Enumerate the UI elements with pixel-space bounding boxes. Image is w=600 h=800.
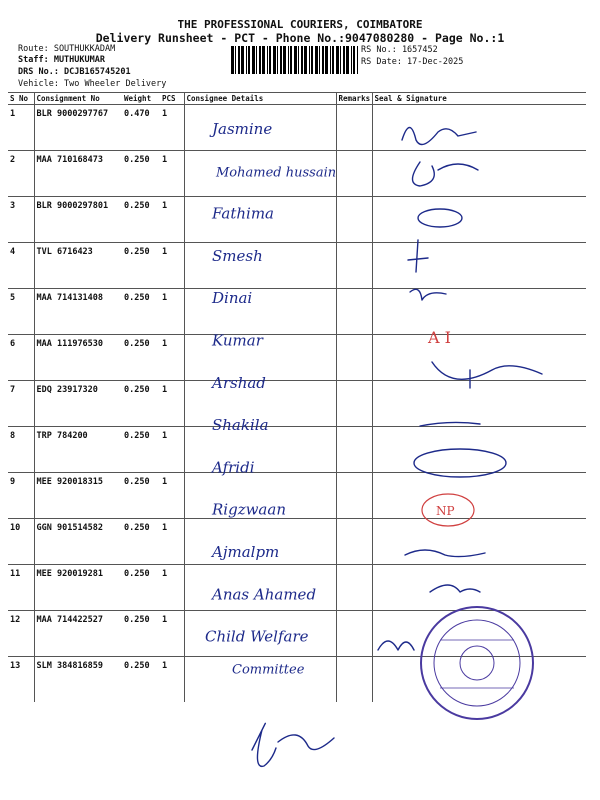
consignee-cell (184, 197, 336, 243)
barcode-bar (259, 46, 261, 74)
barcode-bar (273, 46, 276, 74)
barcode-bar (332, 46, 334, 74)
barcode-bar (319, 46, 320, 74)
signature-cell (372, 105, 586, 151)
consignee-cell (184, 565, 336, 611)
barcode-bar (262, 46, 265, 74)
table-row (8, 105, 586, 151)
remarks-cell (336, 335, 372, 381)
barcode-bar (277, 46, 278, 74)
table-row (8, 335, 586, 381)
sno-cell: 9 (8, 473, 34, 519)
sno-cell: 5 (8, 289, 34, 335)
pcs-cell: 1 (160, 427, 184, 473)
signature-cell (372, 289, 586, 335)
pcs-cell: 1 (160, 657, 184, 703)
consignment-cell: BLR 9000297767 (34, 105, 122, 151)
company-name: THE PROFESSIONAL COURIERS, COIMBATORE (177, 18, 423, 31)
remarks-cell (336, 473, 372, 519)
barcode-bar (238, 46, 240, 74)
table-row (8, 197, 586, 243)
runsheet-title: Delivery Runsheet - PCT - Phone No.:9047080280 - Page No.:1 (95, 31, 505, 45)
remarks-cell (336, 519, 372, 565)
barcode (231, 46, 358, 74)
barcode-bar (241, 46, 244, 74)
sno-cell: 6 (8, 335, 34, 381)
staff-signature (252, 723, 334, 766)
table-row (8, 289, 586, 335)
runsheet-table (8, 92, 586, 702)
consignment-cell: MAA 710168473 (34, 151, 122, 197)
remarks-cell (336, 427, 372, 473)
signature-cell (372, 427, 586, 473)
pcs-cell: 1 (160, 611, 184, 657)
consignee-cell (184, 473, 336, 519)
signature-10-text: NP (436, 504, 455, 518)
weight-cell: 0.470 (122, 105, 160, 151)
consignee-handwritten-name: Mohamed hussain (216, 165, 337, 181)
pcs-cell: 1 (160, 243, 184, 289)
pcs-cell: 1 (160, 519, 184, 565)
pcs-cell: 1 (160, 381, 184, 427)
pcs-cell: 1 (160, 335, 184, 381)
table-row (8, 611, 586, 657)
consignee-handwritten-name: Fathima (212, 204, 274, 223)
barcode-bar (330, 46, 331, 74)
barcode-bar (290, 46, 292, 74)
remarks-cell (336, 657, 372, 703)
weight-cell: 0.250 (122, 381, 160, 427)
consignee-cell (184, 611, 336, 657)
pcs-cell: 1 (160, 197, 184, 243)
vehicle-label: Vehicle: Two Wheeler Delivery (18, 79, 167, 89)
weight-cell: 0.250 (122, 151, 160, 197)
weight-cell: 0.250 (122, 427, 160, 473)
consignee-handwritten-name: Kumar (212, 331, 263, 350)
consignment-cell: BLR 9000297801 (34, 197, 122, 243)
barcode-bar (252, 46, 255, 74)
barcode-bar (304, 46, 307, 74)
remarks-cell (336, 151, 372, 197)
barcode-bar (353, 46, 355, 74)
consignment-cell: MEE 920019281 (34, 565, 122, 611)
sno-cell: 12 (8, 611, 34, 657)
barcode-bar (298, 46, 299, 74)
sno-cell: 8 (8, 427, 34, 473)
barcode-bar (346, 46, 349, 74)
consignee-cell (184, 151, 336, 197)
weight-cell: 0.250 (122, 335, 160, 381)
barcode-bar (246, 46, 247, 74)
signature-cell (372, 243, 586, 289)
sno-cell: 10 (8, 519, 34, 565)
signature-cell (372, 381, 586, 427)
weight-cell: 0.250 (122, 519, 160, 565)
col-weight: Weight (122, 93, 160, 105)
barcode-bar (351, 46, 352, 74)
sno-cell: 2 (8, 151, 34, 197)
consignee-handwritten-name: Smesh (212, 246, 263, 265)
barcode-bar (280, 46, 282, 74)
remarks-cell (336, 565, 372, 611)
weight-cell: 0.250 (122, 657, 160, 703)
staff-label: Staff: MUTHUKUMAR (18, 55, 105, 65)
barcode-bar (311, 46, 313, 74)
signature-cell (372, 335, 586, 381)
barcode-bar (325, 46, 328, 74)
col-consignee: Consignee Details (184, 93, 336, 105)
consignment-cell: EDQ 23917320 (34, 381, 122, 427)
table-row (8, 657, 586, 703)
table-row (8, 151, 586, 197)
signature-cell (372, 565, 586, 611)
consignee-handwritten-name: Child Welfare (205, 627, 309, 646)
consignee-cell (184, 519, 336, 565)
barcode-bar (315, 46, 318, 74)
col-sno: S No (8, 93, 34, 105)
signature-cell (372, 197, 586, 243)
remarks-cell (336, 105, 372, 151)
consignee-cell (184, 657, 336, 703)
sno-cell: 1 (8, 105, 34, 151)
weight-cell: 0.250 (122, 197, 160, 243)
barcode-bar (235, 46, 236, 74)
weight-cell: 0.250 (122, 473, 160, 519)
sno-cell: 4 (8, 243, 34, 289)
route-label: Route: SOUTHUKKADAM (18, 44, 116, 54)
remarks-cell (336, 243, 372, 289)
consignment-cell: MEE 920018315 (34, 473, 122, 519)
barcode-bar (256, 46, 257, 74)
consignee-cell (184, 381, 336, 427)
weight-cell: 0.250 (122, 611, 160, 657)
consignee-handwritten-name: Afridi (212, 458, 255, 477)
consignment-cell: GGN 901514582 (34, 519, 122, 565)
consignee-handwritten-name: Ajmalpm (212, 543, 280, 561)
col-consignment: Consignment No (34, 93, 122, 105)
sno-cell: 11 (8, 565, 34, 611)
barcode-bar (248, 46, 250, 74)
weight-cell: 0.250 (122, 243, 160, 289)
col-remarks: Remarks (336, 93, 372, 105)
consignment-cell: MAA 111976530 (34, 335, 122, 381)
consignee-handwritten-name-line2: Committee (232, 662, 305, 678)
pcs-cell: 1 (160, 289, 184, 335)
consignee-handwritten-name: Rigzwaan (212, 500, 286, 519)
table-row (8, 243, 586, 289)
consignment-cell: MAA 714422527 (34, 611, 122, 657)
remarks-cell (336, 289, 372, 335)
table-row (8, 519, 586, 565)
signature-cell (372, 473, 586, 519)
consignee-handwritten-name: Shakila (212, 416, 269, 435)
barcode-bar (269, 46, 271, 74)
consignee-handwritten-name: Jasmine (212, 120, 273, 138)
pcs-cell: 1 (160, 473, 184, 519)
consignment-cell: MAA 714131408 (34, 289, 122, 335)
barcode-bar (343, 46, 345, 74)
pcs-cell: 1 (160, 565, 184, 611)
barcode-bar (231, 46, 234, 74)
consignee-cell (184, 335, 336, 381)
consignee-cell (184, 105, 336, 151)
table-row (8, 473, 586, 519)
rs-no-label: RS No.: 1657452 (361, 45, 438, 55)
rs-date-label: RS Date: 17-Dec-2025 (361, 57, 464, 67)
barcode-bar (357, 46, 358, 74)
table-header-row (8, 93, 586, 105)
drs-label: DRS No.: DCJB165745201 (18, 67, 131, 77)
barcode-bar (322, 46, 324, 74)
pcs-cell: 1 (160, 105, 184, 151)
remarks-cell (336, 381, 372, 427)
pcs-cell: 1 (160, 151, 184, 197)
signature-6-ai: A I (428, 328, 451, 347)
barcode-bar (309, 46, 310, 74)
signature-cell (372, 657, 586, 703)
signature-cell (372, 151, 586, 197)
sno-cell: 13 (8, 657, 34, 703)
table-row (8, 565, 586, 611)
weight-cell: 0.250 (122, 289, 160, 335)
barcode-bar (340, 46, 341, 74)
barcode-bar (301, 46, 303, 74)
consignee-cell (184, 427, 336, 473)
signature-cell (372, 519, 586, 565)
barcode-bar (336, 46, 339, 74)
sno-cell: 7 (8, 381, 34, 427)
consignee-handwritten-name: Dinai (212, 289, 253, 308)
remarks-cell (336, 611, 372, 657)
consignment-cell: TVL 6716423 (34, 243, 122, 289)
barcode-bar (288, 46, 289, 74)
barcode-bar (294, 46, 297, 74)
col-signature: Seal & Signature (372, 93, 586, 105)
table-row (8, 427, 586, 473)
barcode-bar (283, 46, 286, 74)
remarks-cell (336, 197, 372, 243)
consignment-cell: SLM 384816859 (34, 657, 122, 703)
consignee-cell (184, 289, 336, 335)
sno-cell: 3 (8, 197, 34, 243)
barcode-bar (267, 46, 268, 74)
table-row (8, 381, 586, 427)
consignee-cell (184, 243, 336, 289)
col-pcs: PCS (160, 93, 184, 105)
consignee-handwritten-name: Arshad (212, 373, 266, 392)
weight-cell: 0.250 (122, 565, 160, 611)
signature-cell (372, 611, 586, 657)
consignment-cell: TRP 784200 (34, 427, 122, 473)
consignee-handwritten-name: Anas Ahamed (212, 585, 317, 604)
